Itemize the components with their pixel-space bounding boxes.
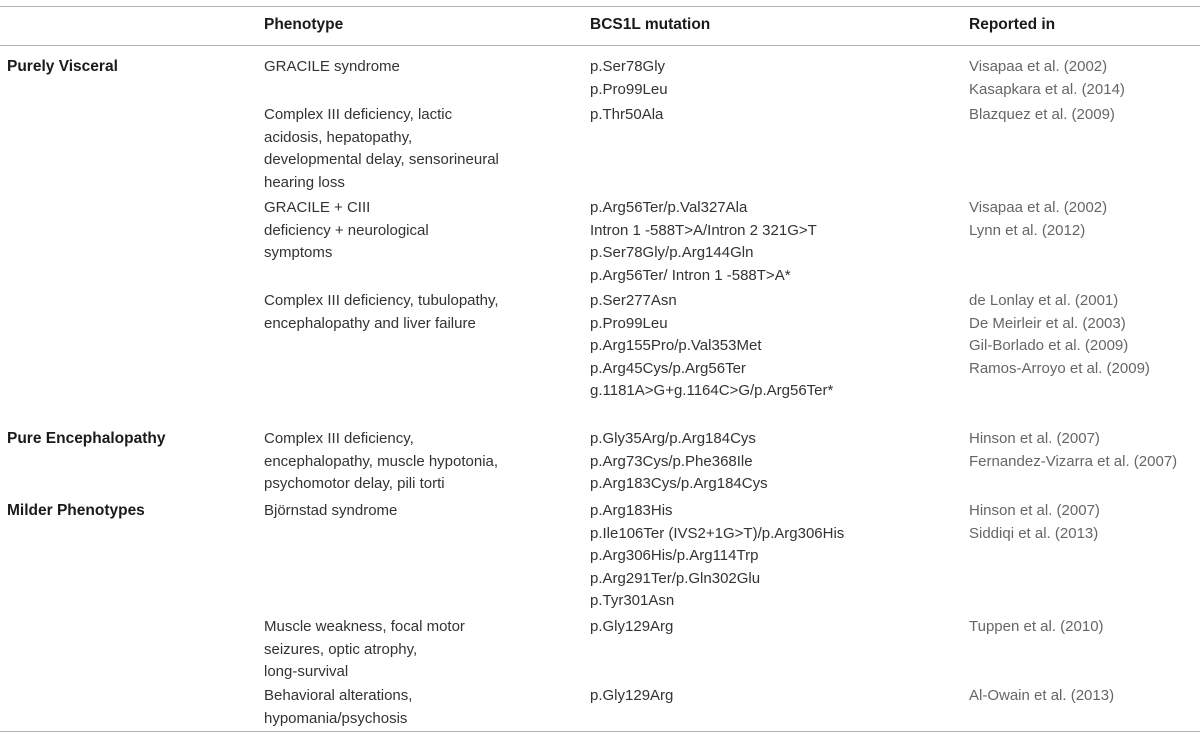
reference-line: Visapaa et al. (2002) <box>969 58 1108 75</box>
group-label: Purely Visceral <box>7 58 118 75</box>
phenotype-line: GRACILE + CIII <box>264 199 371 216</box>
phenotype-cell <box>264 290 564 335</box>
phenotype-line: psychomotor delay, pili torti <box>264 475 445 492</box>
reference-line: Hinson et al. (2007) <box>969 502 1100 519</box>
mutation-cell <box>590 104 930 127</box>
mutation-line: Intron 1 -588T>A/Intron 2 321G>T <box>590 221 817 239</box>
header-phenotype: Phenotype <box>264 16 344 33</box>
phenotype-cell <box>264 104 564 194</box>
mutation-line: p.Arg56Ter/p.Val327Ala <box>590 199 748 216</box>
phenotype-cell <box>264 197 564 265</box>
phenotype-line: Björnstad syndrome <box>264 502 398 519</box>
reference-cell <box>969 290 1199 380</box>
mutation-line: p.Thr50Ala <box>590 106 664 123</box>
phenotype-line: Complex III deficiency, tubulopathy, <box>264 292 499 309</box>
reference-cell <box>969 428 1199 473</box>
phenotype-cell <box>264 685 564 730</box>
reference-line: Gil-Borlado et al. (2009) <box>969 337 1129 354</box>
mutation-cell <box>590 197 930 287</box>
mutation-cell <box>590 500 930 613</box>
phenotype-line: symptoms <box>264 244 333 261</box>
phenotype-line: hypomania/psychosis <box>264 709 408 727</box>
mutation-line: p.Gly129Arg <box>590 687 674 704</box>
mutation-line: p.Ser78Gly/p.Arg144Gln <box>590 244 754 261</box>
reference-cell <box>969 197 1199 242</box>
reference-line: Lynn et al. (2012) <box>969 221 1086 239</box>
phenotype-cell <box>264 616 564 684</box>
phenotype-cell <box>264 500 564 523</box>
table-header-rule <box>0 45 1200 46</box>
reference-line: Al-Owain et al. (2013) <box>969 687 1115 704</box>
mutation-line: p.Arg183His <box>590 502 673 519</box>
mutation-line: p.Tyr301Asn <box>590 592 675 609</box>
header-reported-in: Reported in <box>969 16 1056 33</box>
phenotype-line: Complex III deficiency, lactic <box>264 106 453 123</box>
reference-line: Tuppen et al. (2010) <box>969 618 1104 635</box>
mutation-line: p.Ser277Asn <box>590 292 677 309</box>
mutation-cell <box>590 685 930 708</box>
mutation-line: p.Gly129Arg <box>590 618 674 635</box>
phenotype-line: encephalopathy and liver failure <box>264 314 476 332</box>
group-label: Milder Phenotypes <box>7 502 145 519</box>
reference-cell <box>969 56 1199 101</box>
mutation-line: p.Pro99Leu <box>590 80 668 98</box>
mutation-line: p.Arg45Cys/p.Arg56Ter <box>590 359 746 377</box>
phenotype-line: deficiency + neurological <box>264 221 429 239</box>
header-mutation: BCS1L mutation <box>590 16 711 33</box>
reference-line: De Meirleir et al. (2003) <box>969 314 1126 332</box>
phenotype-cell <box>264 56 564 79</box>
reference-line: Blazquez et al. (2009) <box>969 106 1115 123</box>
reference-line: Hinson et al. (2007) <box>969 430 1100 447</box>
phenotype-line: acidosis, hepatopathy, <box>264 128 413 146</box>
reference-line: Fernandez-Vizarra et al. (2007) <box>969 452 1178 470</box>
phenotype-line: GRACILE syndrome <box>264 58 400 75</box>
reference-line: Visapaa et al. (2002) <box>969 199 1108 216</box>
mutation-line: p.Pro99Leu <box>590 314 668 332</box>
mutation-line: p.Arg291Ter/p.Gln302Glu <box>590 569 761 587</box>
mutation-line: p.Ile106Ter (IVS2+1G>T)/p.Arg306His <box>590 524 845 542</box>
table-top-rule <box>0 6 1200 7</box>
mutation-line: p.Arg56Ter/ Intron 1 -588T>A* <box>590 266 791 284</box>
mutation-cell <box>590 616 930 639</box>
reference-cell <box>969 616 1199 639</box>
reference-cell <box>969 104 1199 127</box>
mutation-line: p.Arg183Cys/p.Arg184Cys <box>590 475 768 492</box>
reference-cell <box>969 500 1199 545</box>
mutation-cell <box>590 428 930 496</box>
phenotype-line: encephalopathy, muscle hypotonia, <box>264 452 499 470</box>
mutation-cell <box>590 290 930 403</box>
phenotype-line: hearing loss <box>264 173 345 191</box>
mutation-line: p.Ser78Gly <box>590 58 666 75</box>
reference-line: Kasapkara et al. (2014) <box>969 80 1125 98</box>
phenotype-line: developmental delay, sensorineural <box>264 151 499 168</box>
phenotype-cell <box>264 428 564 496</box>
mutation-line: p.Arg306His/p.Arg114Trp <box>590 547 759 564</box>
phenotype-line: Behavioral alterations, <box>264 687 413 704</box>
mutation-line: p.Arg73Cys/p.Phe368Ile <box>590 452 753 470</box>
phenotype-line: seizures, optic atrophy, <box>264 640 418 658</box>
phenotype-line: Complex III deficiency, <box>264 430 414 447</box>
reference-line: Siddiqi et al. (2013) <box>969 524 1099 542</box>
mutation-line: g.1181A>G+g.1164C>G/p.Arg56Ter* <box>590 382 834 399</box>
reference-cell <box>969 685 1199 708</box>
reference-line: Ramos-Arroyo et al. (2009) <box>969 359 1150 377</box>
mutation-line: p.Arg155Pro/p.Val353Met <box>590 337 762 354</box>
mutation-cell <box>590 56 930 101</box>
group-label: Pure Encephalopathy <box>7 430 166 447</box>
reference-line: de Lonlay et al. (2001) <box>969 292 1119 309</box>
table-bottom-rule <box>0 731 1200 732</box>
phenotype-line: long-survival <box>264 663 349 680</box>
mutation-line: p.Gly35Arg/p.Arg184Cys <box>590 430 756 447</box>
phenotype-line: Muscle weakness, focal motor <box>264 618 465 635</box>
